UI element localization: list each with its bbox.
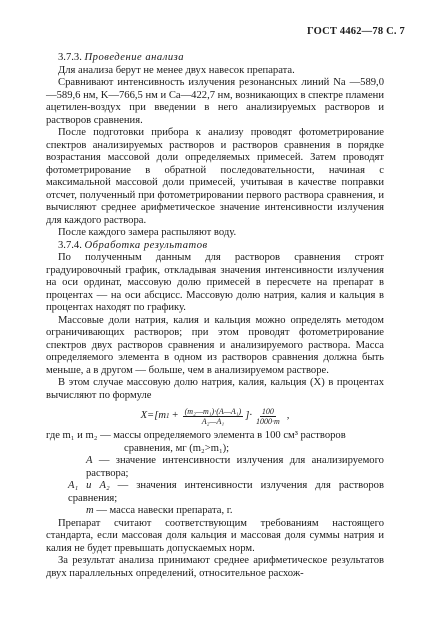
definition-m1-m2 bbox=[46, 430, 384, 443]
formula bbox=[46, 404, 384, 428]
fraction-denominator: 1000·m bbox=[255, 416, 280, 426]
definition-a bbox=[46, 455, 384, 480]
paragraph: После подготовки прибора к анализу проводят фотометрирование спектров анализируемых растворов и растворов сравнения в порядке возрастания массовой доли определяемых примесей. Затем проводят фотометрирование в обратной последовательности, начиная с максимальной массовой доли примесей, учитывая в качестве поправки отсчет, полученный при фотометрировании первого раствора сравнения, и вычисляют среднее арифметическое значение интенсивности излучения для каждого раствора. bbox=[46, 127, 384, 226]
definition-term: A bbox=[86, 455, 93, 466]
formula-end: , bbox=[286, 409, 290, 421]
definition-term: A₁ и A₂ bbox=[68, 480, 110, 491]
definition-term: где m₁ и m₂ bbox=[46, 430, 98, 441]
paragraph: После каждого замера распыляют воду. bbox=[58, 227, 237, 238]
definition-body: — масса навески препарата, г. bbox=[96, 505, 233, 516]
paragraph: За результат анализа принимают среднее арифметическое результатов двух параллельных определений, относительное расхож- bbox=[46, 555, 384, 579]
formula-definitions bbox=[46, 430, 384, 518]
paragraph: В этом случае массовую долю натрия, калия, кальция (X) в процентах вычисляют по формуле bbox=[46, 377, 384, 401]
definition-body: — значения интенсивности излучения для растворов сравнения; bbox=[68, 480, 384, 504]
formula-subscript: 1 bbox=[165, 411, 170, 420]
section-heading-3-7-4 bbox=[46, 240, 384, 253]
section-title: Обработка результатов bbox=[84, 239, 208, 251]
paragraph: Для анализа берут не менее двух навесок препарата. bbox=[58, 64, 295, 76]
section-title: Проведение анализа bbox=[84, 52, 185, 63]
formula-plus: + bbox=[171, 409, 179, 421]
paragraph: По полученным данным для растворов сравнения строят градуировочный график, откладывая значения интенсивности излучения на оси ординат, массовую долю примесей в пересчете на препарат в процентах — на оси абсцисс. Массовую долю натрия, калия и кальция в процентах находят по графику. bbox=[46, 252, 384, 313]
section-heading-3-7-3 bbox=[46, 52, 384, 65]
formula-close: ]· bbox=[245, 409, 252, 421]
paragraph: Препарат считают соответствующим требованиям настоящего стандарта, если массовая доля кальция и массовая доля суммы натрия и калия не будет превышать допускаемых норм. bbox=[46, 517, 384, 554]
fraction-numerator: 100 bbox=[261, 406, 274, 416]
document-body bbox=[46, 52, 384, 580]
paragraph: Массовые доли натрия, калия и кальция можно определять методом ограничивающих растворов; при этом проводят фотометрирование спектров двух растворов сравнения и анализируемого раствора. Масса определяемого элемента в одном из растворов сравнения должна быть меньше, а в другом — больше, чем в анализируемом растворе. bbox=[46, 314, 384, 376]
formula-fraction-1 bbox=[183, 407, 244, 426]
formula-fraction-2 bbox=[254, 407, 282, 426]
fraction-denominator: A₂—A₁ bbox=[201, 416, 225, 426]
formula-lhs: X=[m bbox=[140, 409, 166, 421]
paragraph: Сравнивают интенсивность излучения резонансных линий Na —589,0—589,6 нм, K—766,5 нм и Ca—422,7 нм, возникающих в спектре пламени ацетилен-воздух при введении в него анализируемых растворов и растворов сравнения. bbox=[46, 77, 384, 126]
definition-term: m bbox=[86, 505, 94, 516]
definition-body: — значение интенсивности излучения для анализируемого раствора; bbox=[86, 455, 384, 479]
fraction-numerator: (m₂—m₁)·(A—A₁) bbox=[184, 406, 242, 416]
definition-a1-a2 bbox=[46, 480, 384, 505]
section-number: 3.7.3. bbox=[58, 52, 82, 63]
definition-m bbox=[46, 505, 384, 518]
definition-body: — массы определяемого элемента в 100 см³ растворов bbox=[100, 430, 346, 441]
definition-m1-m2-cont: сравнения, мг (m₂>m₁); bbox=[124, 442, 230, 454]
page-header: ГОСТ 4462—78 С. 7 bbox=[306, 26, 405, 37]
section-number: 3.7.4. bbox=[58, 239, 82, 251]
